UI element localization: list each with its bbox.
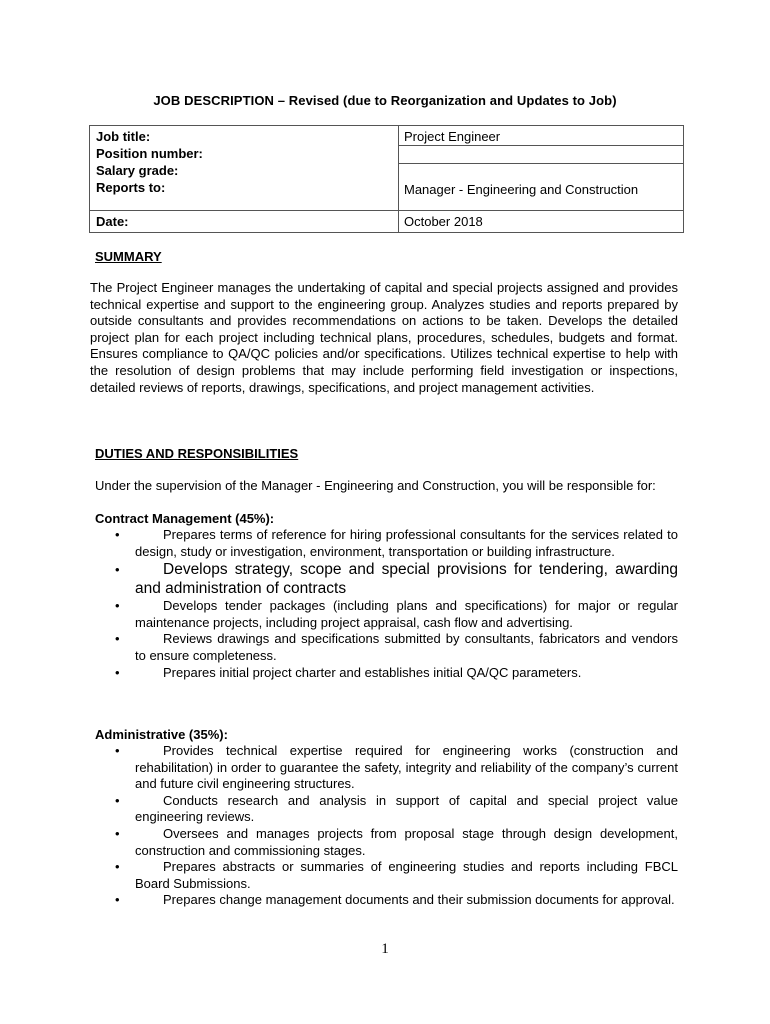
contract-management-list	[0, 527, 770, 681]
job-title-value: Project Engineer	[404, 129, 501, 144]
reports-to-label: Reports to:	[96, 180, 166, 195]
info-row-date	[90, 211, 684, 233]
list-item-text: Oversees and manages projects from proposal stage through design development, construction and commissioning stages.	[135, 825, 678, 858]
job-info-table	[89, 125, 684, 233]
list-item	[0, 527, 770, 560]
administrative-list	[0, 743, 770, 909]
contract-management-heading: Contract Management (45%):	[95, 511, 275, 526]
list-item	[0, 826, 770, 859]
bullet-icon: •	[115, 664, 120, 680]
duties-intro: Under the supervision of the Manager - Engineering and Construction, you will be responsible for:	[95, 478, 656, 493]
bullet-icon: •	[115, 859, 120, 875]
list-item-text: Prepares terms of reference for hiring professional consultants for the services related to design, study or investigation, environment, transportation or building infrastructure.	[135, 527, 678, 559]
bullet-icon: •	[115, 825, 120, 841]
salary-grade-value	[404, 164, 678, 181]
bullet-icon: •	[115, 792, 120, 808]
list-item-text: Prepares change management documents and their submission documents for approval.	[163, 892, 675, 908]
list-item-text: Reviews drawings and specifications submitted by consultants, fabricators and vendors to ensure completeness.	[135, 631, 678, 663]
list-item	[0, 859, 770, 892]
date-label: Date:	[96, 214, 129, 229]
job-title-label: Job title:	[96, 129, 151, 144]
list-item-text: Conducts research and analysis in support of capital and special project value engineering reviews.	[135, 792, 678, 825]
info-labels-cell	[90, 126, 399, 211]
list-item-text: Provides technical expertise required for engineering works (construction and rehabilitation) in order to guarantee the safety, integrity and reliability of the company’s current and future civil engineering structures.	[135, 743, 678, 792]
bullet-icon: •	[115, 892, 120, 908]
page-number: 1	[381, 941, 389, 957]
administrative-heading: Administrative (35%):	[95, 727, 228, 742]
bullet-icon: •	[115, 562, 120, 578]
position-number-label: Position number:	[96, 146, 203, 161]
bullet-icon: •	[115, 598, 120, 614]
document-title: JOB DESCRIPTION – Revised (due to Reorganization and Updates to Job)	[153, 93, 617, 108]
salary-grade-label: Salary grade:	[96, 163, 179, 178]
list-item-text: Develops tender packages (including plans and specifications) for major or regular maintenance projects, including project appraisal, cash flow and advertising.	[135, 598, 678, 630]
date-value: October 2018	[404, 214, 483, 229]
bullet-icon: •	[115, 527, 120, 542]
list-item	[0, 793, 770, 826]
bullet-icon: •	[115, 743, 120, 758]
summary-heading: SUMMARY	[95, 249, 162, 264]
list-item	[0, 598, 770, 631]
info-values-cell	[399, 126, 684, 211]
list-item	[0, 665, 770, 682]
list-item	[0, 560, 770, 598]
list-item	[0, 743, 770, 793]
duties-heading: DUTIES AND RESPONSIBILITIES	[95, 446, 299, 461]
position-number-value	[404, 146, 678, 163]
bullet-icon: •	[115, 631, 120, 647]
list-item	[0, 892, 770, 909]
list-item-text: Prepares abstracts or summaries of engineering studies and reports including FBCL Board Submissions.	[135, 859, 678, 891]
list-item-text: Develops strategy, scope and special provisions for tendering, awarding and administration of contracts	[135, 561, 678, 598]
info-row-main	[90, 126, 684, 211]
list-item	[0, 631, 770, 664]
summary-text: The Project Engineer manages the undertaking of capital and special projects assigned and provides technical expertise and support to the engineering group. Analyzes studies and reports prepared by outside consultants and provides recommendations on actions to be taken. Develops the detailed project plan for each project including technical plans, procedures, schedules, budgets and format. Ensures compliance to QA/QC policies and/or specifications. Utilizes technical expertise to help with the resolution of design problems that may include performing field investigation or inspections, detailed reviews of reports, drawings, specifications, and project management activities.	[90, 280, 678, 395]
reports-to-value: Manager - Engineering and Construction	[404, 182, 639, 197]
list-item-text: Prepares initial project charter and establishes initial QA/QC parameters.	[163, 664, 582, 680]
